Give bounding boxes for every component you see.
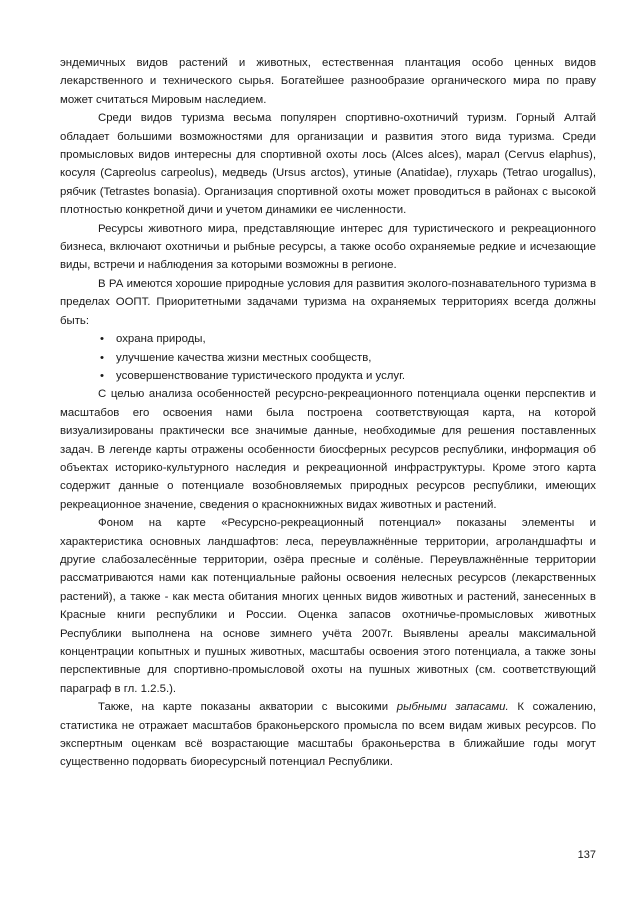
page-body <box>60 54 596 772</box>
paragraph-7-italic: рыбными запасами. <box>396 701 509 714</box>
paragraph-6: Фоном на карте «Ресурсно-рекреационный потенциал» показаны элементы и характеристика основных ландшафтов: леса, переувлажнённые территории, агроландшафты и другие слабозалесённые территории, озёра пресные и солёные. Переувлажнённые территории рассматриваются нами как потенциальные районы освоения нелесных ресурсов (лекарственных растений), а также - как места обитания многих ценных видов животных и растений, занесенных в Красные книги республики и России. Оценка запасов охотничье-промысловых животных Республики выполнена на основе зимнего учёта 2007г. Выявлены ареалы максимальной концентрации копытных и пушных животных, масштабы освоения этого потенциала, а также зоны перспективные для спортивно-промысловой охоты на пушных животных (см. соответствующий параграф в гл. 1.2.5.). <box>60 517 596 695</box>
list-item <box>100 367 596 385</box>
bullet-icon: • <box>100 369 104 382</box>
paragraph-7 <box>60 698 596 772</box>
paragraph-1: эндемичных видов растений и животных, естественная плантация особо ценных видов лекарственного и технического сырья. Богатейшее разнообразие органического мира по праву может считаться Мировым наследием. <box>60 57 596 106</box>
list-item-text: охрана природы, <box>116 333 206 346</box>
paragraph-7-text-end: К сожалению, статистика не отражает масштабов браконьерского промысла по всем видам живых ресурсов. По экспертным оценкам всё возрастающие масштабы браконьерства в ближайшие годы могут существенно подорвать биоресурсный потенциал Республики. <box>60 701 596 769</box>
paragraph-4: В РА имеются хорошие природные условия для развития эколого-познавательного туризма в пределах ООПТ. Приоритетными задачами туризма на охраняемых территориях всегда должны быть: <box>60 277 596 327</box>
list-item-text: усовершенствование туристического продукта и услуг. <box>116 369 406 382</box>
list-item <box>100 349 596 367</box>
bullet-icon: • <box>100 333 104 346</box>
page-number: 137 <box>577 849 596 861</box>
paragraph-2: Среди видов туризма весьма популярен спортивно-охотничий туризм. Горный Алтай обладает большими возможностями для организации и развития этого вида туризма. Среди промысловых видов интересны для спортивной охоты лось (Alces alces), марал (Cervus elaphus), косуля (Capreolus carpeolus), медведь (Ursus arctos), утиные (Anatidae), глухарь (Tetrao urogallus), рябчик (Tetrastes bonasia). Организация спортивной охоты может проводиться в районах с высокой плотностью конкретной дичи и учетом динамики ее численности. <box>60 112 596 217</box>
paragraph-3: Ресурсы животного мира, представляющие интерес для туристического и рекреационного бизнеса, включают охотничьи и рыбные ресурсы, а также особо охраняемые редкие и исчезающие виды, встречи и наблюдения за которыми возможны в регионе. <box>60 222 596 272</box>
list-item <box>100 330 596 348</box>
bullet-icon: • <box>100 351 104 364</box>
priority-list <box>60 330 596 385</box>
list-item-text: улучшение качества жизни местных сообществ, <box>116 351 372 364</box>
paragraph-5: С целью анализа особенностей ресурсно-рекреационного потенциала оценки перспектив и масштабов его освоения нами была построена соответствующая карта, на которой визуализированы практически все значимые данные, необходимые для решения поставленных задач. В легенде карты отражены особенности биосферных ресурсов республики, информация об объектах историко-культурного наследия и рекреационной инфраструктуры. Кроме этого карта содержит данные о потенциале возобновляемых природных ресурсов республики, имеющих рекреационное значение, сведения о краснокнижных видах животных и растений. <box>60 388 596 511</box>
paragraph-7-text-start: Также, на карте показаны акватории с высокими <box>98 701 397 714</box>
